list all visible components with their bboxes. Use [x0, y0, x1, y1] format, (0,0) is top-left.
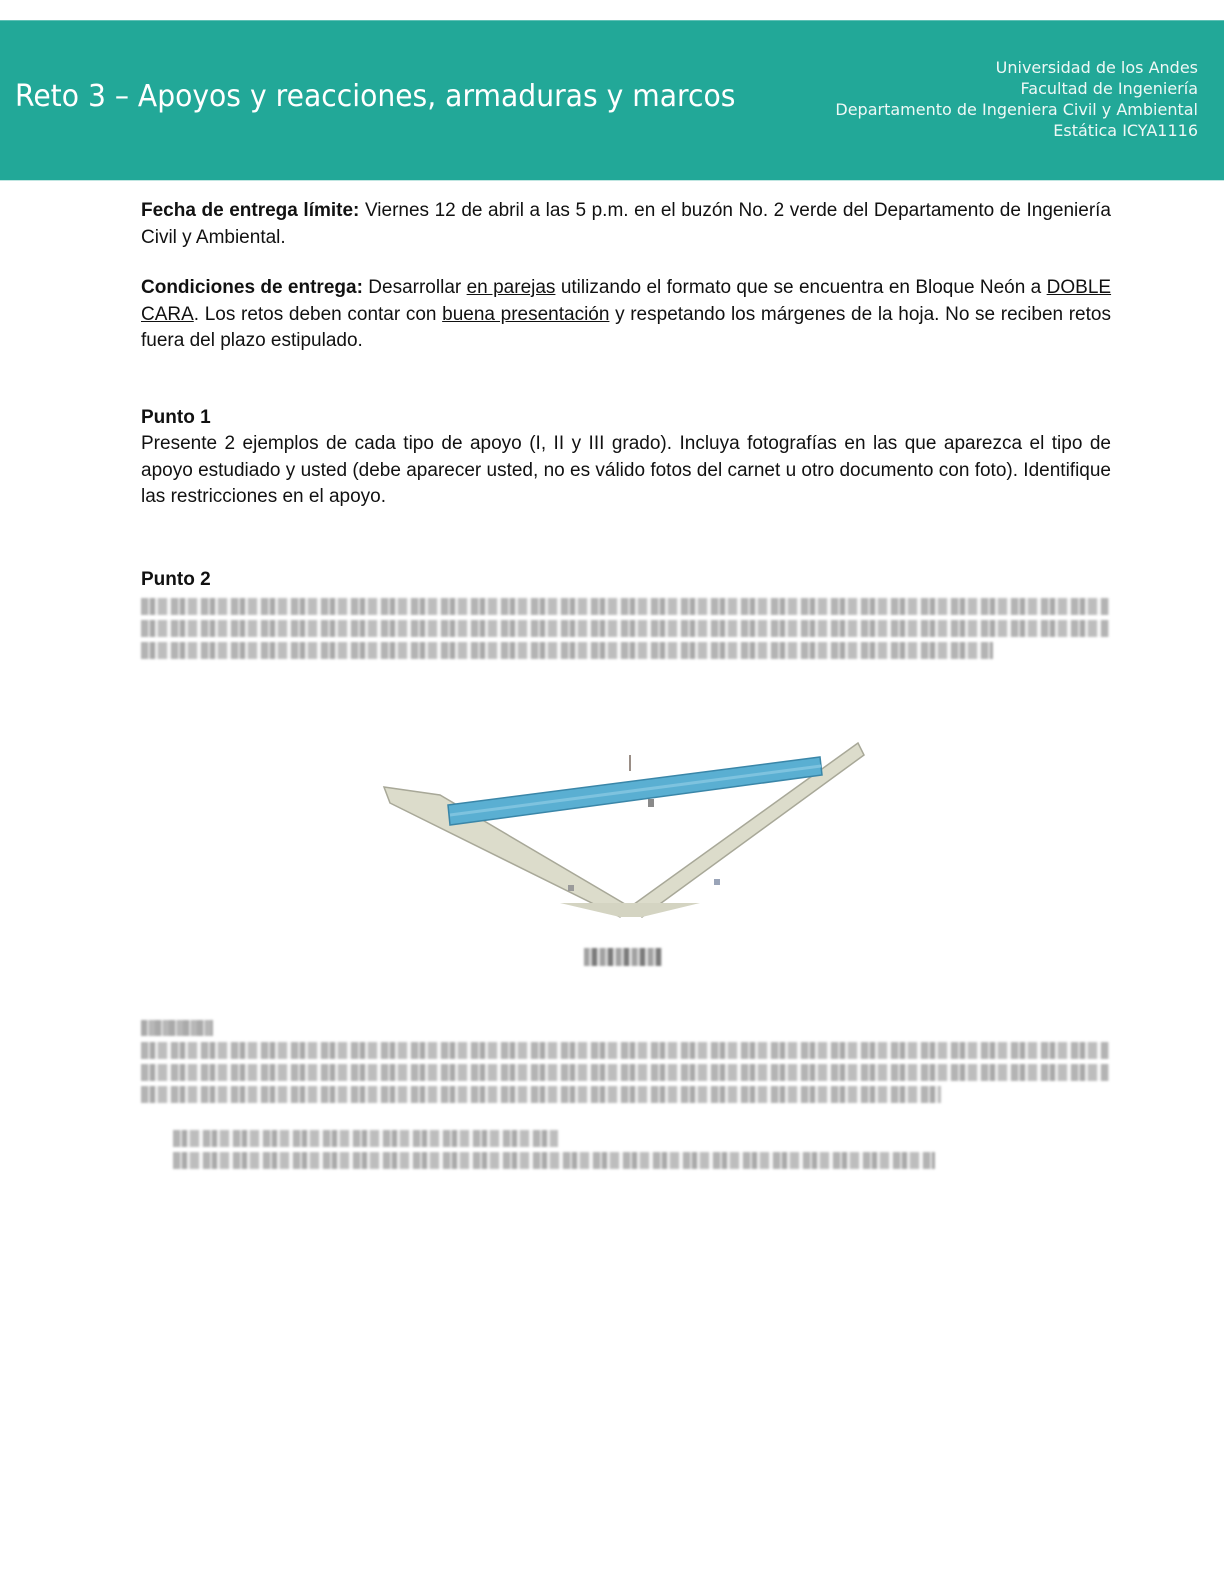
punto-2-body-redacted — [141, 598, 1111, 659]
figure-1-caption-redacted — [584, 948, 662, 966]
punto-2-section — [141, 567, 1111, 660]
conditions-paragraph — [141, 275, 1111, 355]
conditions-text: . Los retos deben contar con — [193, 303, 437, 325]
underline-double-sided: DOBLE CARA — [141, 277, 1112, 325]
punto-3-title-redacted — [141, 1020, 213, 1036]
punto-3-section — [141, 1020, 1111, 1170]
header-band — [0, 20, 1224, 181]
conditions-label: Condiciones de entrega: — [141, 277, 363, 298]
punto-1-title: Punto 1 — [141, 406, 211, 428]
punto-3-body-redacted — [141, 1042, 1111, 1103]
university-name: Universidad de los Andes — [995, 58, 1198, 77]
punto-3-list-redacted — [173, 1130, 1111, 1169]
deadline-label: Fecha de entrega límite: — [141, 200, 360, 221]
punto-1-body: Presente 2 ejemplos de cada tipo de apoyo (I, II y III grado). Incluya fotografías en las que aparezca el tipo de apoyo estudiado y usted (debe aparecer usted, no es válido fotos del carnet u otro documento con foto). Identifique las restricciones en el apoyo. — [141, 433, 1111, 507]
punto-1-section — [141, 405, 1111, 511]
figure-1-bar-in-v-trough — [380, 735, 880, 935]
punto-2-title: Punto 2 — [141, 568, 211, 590]
institution-info — [835, 57, 1198, 141]
department-name: Departamento de Ingeniera Civil y Ambiental — [835, 100, 1198, 119]
conditions-text: y respetando los márgenes de la hoja. No se reciben retos fuera del plazo estipulado. — [141, 303, 1111, 351]
conditions-text: utilizando el formato que se encuentra en Bloque Neón a — [560, 277, 1042, 298]
course-name: Estática ICYA1116 — [1053, 121, 1198, 140]
conditions-text: Desarrollar — [368, 277, 462, 298]
document-body — [141, 198, 1111, 1174]
deadline-paragraph — [141, 198, 1111, 251]
faculty-name: Facultad de Ingeniería — [1020, 79, 1198, 98]
document-title: Reto 3 – Apoyos y reacciones, armaduras y marcos — [15, 79, 736, 114]
underline-presentation: buena presentación — [442, 303, 610, 325]
underline-pairs: en parejas — [466, 277, 556, 298]
deadline-text: Viernes 12 de abril a las 5 p.m. en el buzón No. 2 verde del Departamento de Ingeniería Civil y Ambiental. — [141, 200, 1112, 248]
